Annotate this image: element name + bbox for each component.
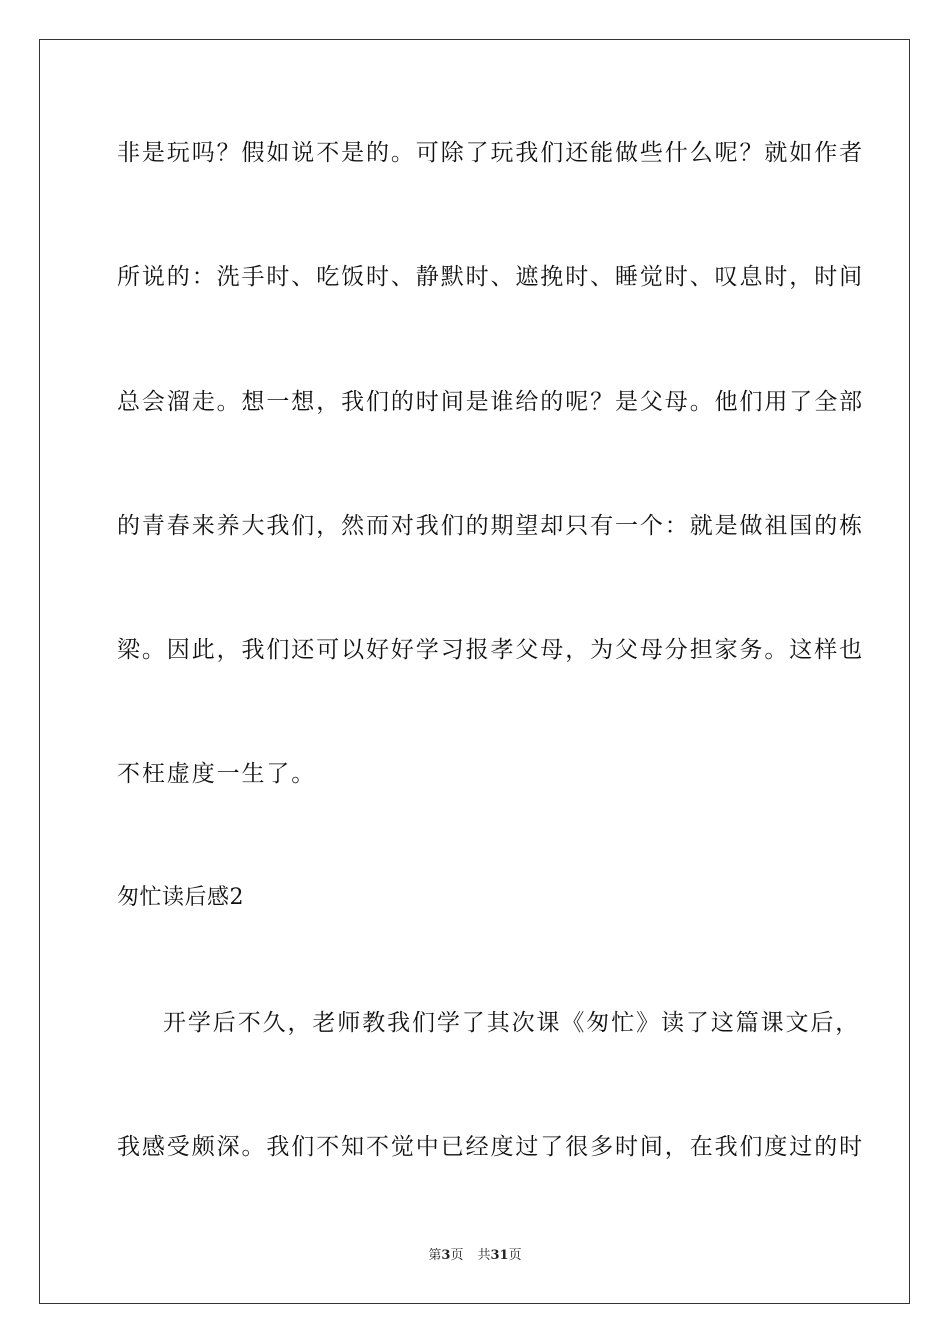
footer-page-number: 3	[441, 1248, 451, 1263]
text-line-2: 所说的：洗手时、吃饭时、静默时、遮挽时、睡觉时、叹息时，时间	[117, 264, 864, 290]
footer-total-unit: 页	[508, 1248, 522, 1263]
footer-prefix: 第	[428, 1248, 442, 1263]
text-line-3: 总会溜走。想一想，我们的时间是谁给的呢？是父母。他们用了全部	[117, 389, 864, 415]
page-footer	[0, 1248, 950, 1264]
section-heading: 匆忙读后感2	[117, 885, 244, 910]
text-line-1: 非是玩吗？假如说不是的。可除了玩我们还能做些什么呢？就如作者	[117, 140, 864, 166]
text-line-5: 梁。因此，我们还可以好好学习报孝父母，为父母分担家务。这样也	[117, 637, 864, 663]
text-line-7: 开学后不久，老师教我们学了其次课《匆忙》读了这篇课文后，	[163, 1010, 861, 1036]
text-line-6: 不枉虚度一生了。	[117, 761, 317, 787]
page-border	[39, 39, 910, 1304]
footer-total-pages: 31	[490, 1248, 509, 1263]
text-line-4: 的青春来养大我们，然而对我们的期望却只有一个：就是做祖国的栋	[117, 513, 864, 539]
footer-page-unit: 页	[450, 1248, 464, 1263]
paragraph-first-line	[117, 1008, 861, 1038]
text-line-8: 我感受颇深。我们不知不觉中已经度过了很多时间，在我们度过的时	[117, 1134, 864, 1160]
footer-total-prefix: 共	[477, 1248, 491, 1263]
